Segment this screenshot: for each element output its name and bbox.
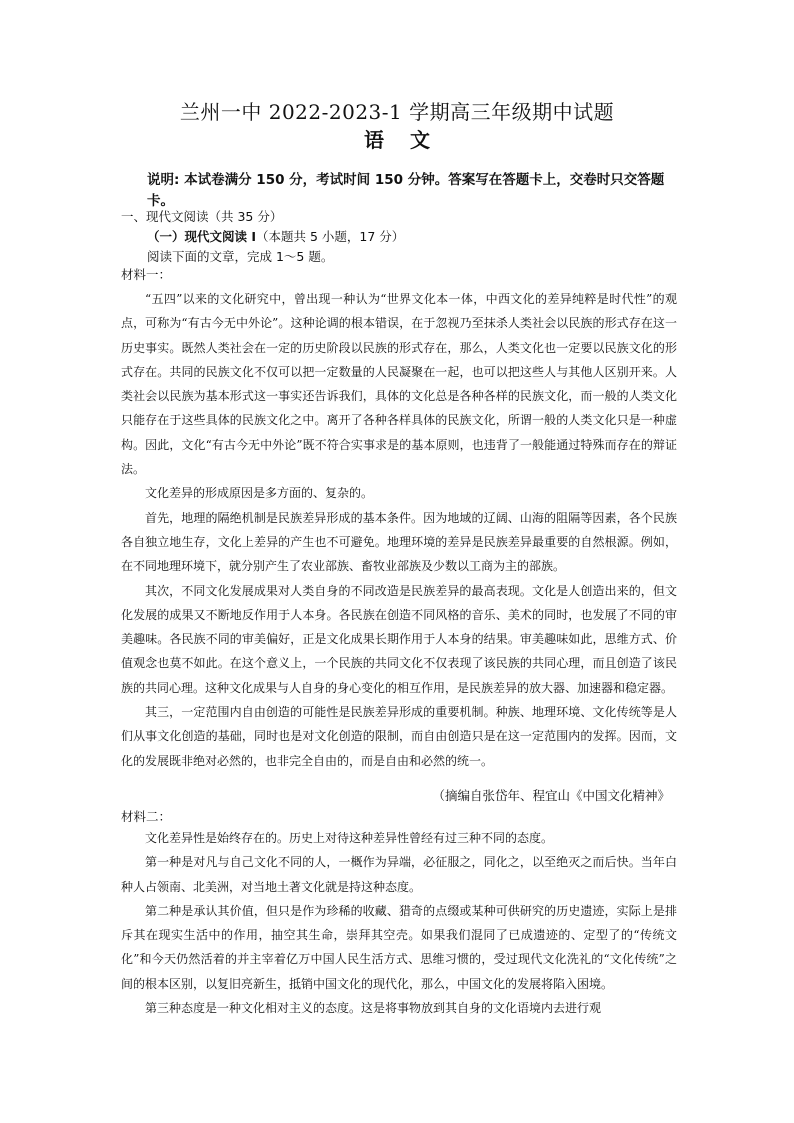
paragraph: 首先，地理的隔绝机制是民族差异形成的基本条件。因为地域的辽阔、山海的阻隔等因素，各个民族各自独立地生存，文化上差异的产生也不可避免。地理环境的差异是民族差异最重要的自然根源。例如，在不同地理环境下，就分别产生了农业部族、畜牧业部族及少数以工商为主的部族。 <box>121 510 677 574</box>
paragraph: “五四”以来的文化研究中，曾出现一种认为“世界文化本一体，中西文化的差异纯粹是时代性”的观点，可称为“有古今无中外论”。这种论调的根本错误，在于忽视乃至抹杀人类社会以民族的形式存在这一历史事实。既然人类社会在一定的历史阶段以民族的形式存在，那么，人类文化也一定要以民族文化的形式存在。共同的民族文化不仅可以把一定数量的人民凝聚在一起，也可以把这些人与其他人区别开来。人类社会以民族为基本形式这一事实还告诉我们，具体的文化总是各种各样的民族文化，而一般的人类文化只能存在于这些具体的民族文化之中。离开了各种各样具体的民族文化，所谓一般的人类文化只是一种虚构。因此，文化“有古今无中外论”既不符合实事求是的基本原则，也违背了一般能通过特殊而存在的辩证法。 <box>121 292 677 477</box>
paragraph: 第二种是承认其价值，但只是作为珍稀的收藏、猎奇的点缀或某种可供研究的历史遗迹，实际上是排斥其在现实生活中的作用，抽空其生命，崇拜其空壳。如果我们混同了已成遗迹的、定型了的“传统文化”和今天仍然活着的并主宰着亿万中国人民生活方式、思维习惯的，受过现代文化洗礼的“文化传统”之间的根本区别，以复旧亮新生，抵销中国文化的现代化，那么，中国文化的发展将陷入困境。 <box>121 903 677 991</box>
paragraph: 其三，一定范围内自由创造的可能性是民族差异形成的重要机制。种族、地理环境、文化传统等是人们从事文化创造的基础，同时也是对文化创造的限制，而自由创造只是在这一定范围内的发挥。因而，文化的发展既非绝对必然的，也非完全自由的，而是自由和必然的统一。 <box>121 705 677 768</box>
exam-instructions-note: 说明: 本试卷满分 150 分，考试时间 150 分钟。答案写在答题卡上，交卷时只交答题卡。 <box>147 172 665 209</box>
subject-title: 语文 <box>364 128 456 152</box>
paragraph: 文化差异性是始终存在的。历史上对待这种差异性曾经有过三种不同的态度。 <box>145 831 554 845</box>
paragraph: 第三种态度是一种文化相对主义的态度。这是将事物放到其自身的文化语境内去进行观 <box>145 1001 602 1016</box>
reading-instruction: 阅读下面的文章，完成 1～5 题。 <box>147 249 334 264</box>
material2-text <box>121 826 677 1020</box>
paragraph: 文化差异的形成原因是多方面的、复杂的。 <box>145 486 374 501</box>
material1-label: 材料一： <box>121 267 172 282</box>
material1-source: （摘编自张岱年、程宜山《中国文化精神》 <box>432 788 670 803</box>
subsection-label: （一）现代文阅读 I <box>147 229 257 244</box>
exam-title: 兰州一中 2022-2023-1 学期高三年级期中试题 <box>179 100 615 124</box>
subsection-detail: （本题共 5 小题，17 分） <box>256 229 405 244</box>
paragraph: 其次，不同文化发展成果对人类自身的不同改造是民族差异的最高表现。文化是人创造出来的，但文化发展的成果又不断地反作用于人本身。各民族在创造不同风格的音乐、美术的同时，也发展了不同的审美趣味。各民族不同的审美偏好，正是文化成果长期作用于人本身的结果。审美趣味如此，思维方式、价值观念也莫不如此。在这个意义上，一个民族的共同文化不仅表现了该民族的共同心理，而且创造了该民族的共同心理。这种文化成果与人自身的身心变化的相互作用，是民族差异的放大器、加速器和稳定器。 <box>121 583 677 695</box>
material1-text <box>121 287 677 773</box>
section-heading: 一、现代文阅读（共 35 分） <box>121 209 283 224</box>
subsection-heading <box>147 228 404 246</box>
material2-label: 材料二： <box>121 809 172 824</box>
paragraph: 第一种是对凡与自己文化不同的人，一概作为异端，必征服之，同化之，以至绝灭之而后快。当年白种人占领南、北美洲，对当地土著文化就是持这种态度。 <box>121 855 677 894</box>
